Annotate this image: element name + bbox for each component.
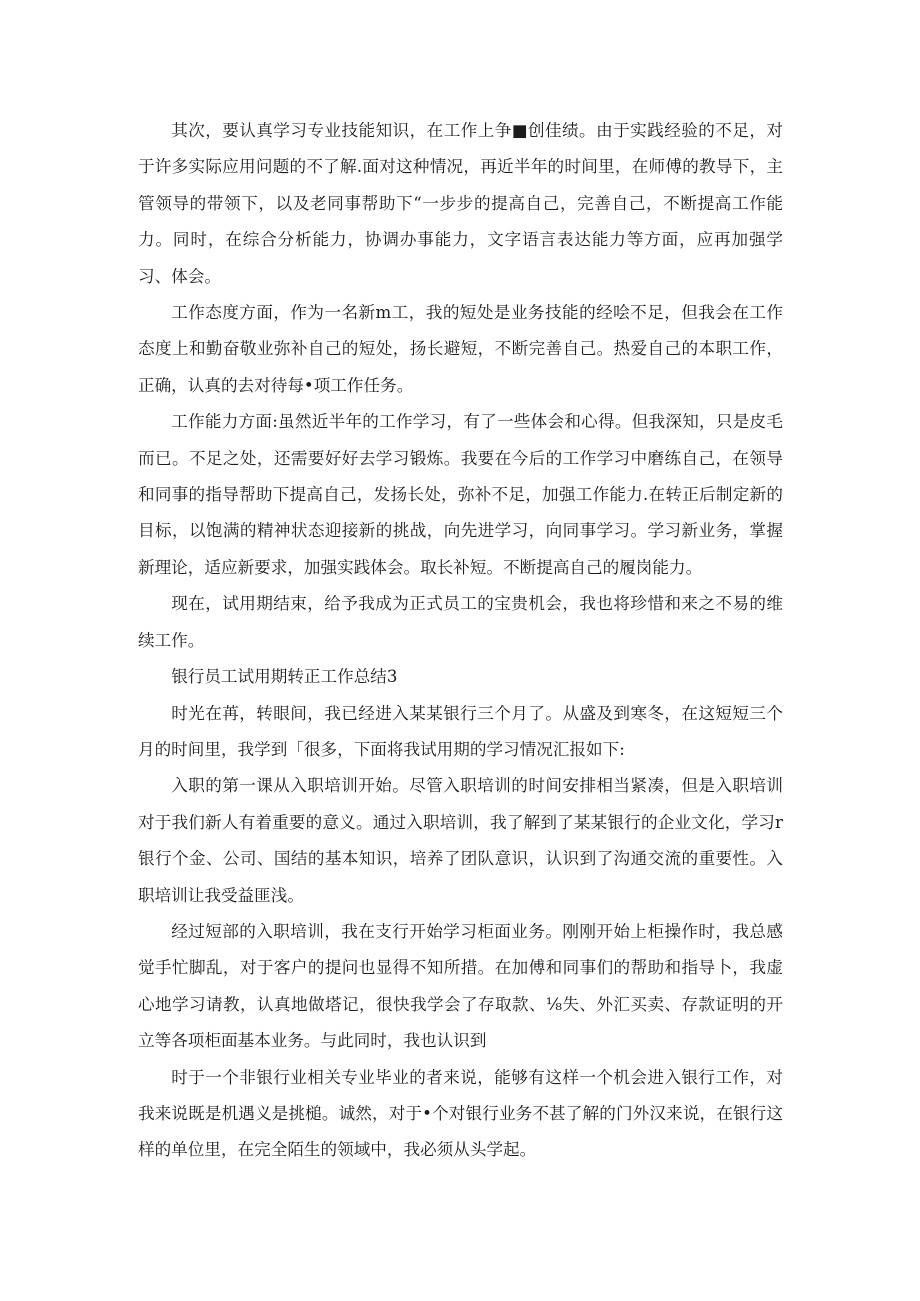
paragraph-non-banking-background: 时于一个非银行业相关专业毕业的者来说，能够有这样一个机会进入银行工作，对我来说既是机遇义是挑槌。诚然，对于•个对银行业务不甚了解的门外汉来说，在银行这样的单位里，在完全陌生的领域中，我必须从头学起。	[138, 1067, 783, 1160]
section-heading: 银行员工试用期转正工作总结3	[171, 667, 398, 687]
paragraph-study-skills: 其次，要认真学习专业技能知识，在工作上争■创佳绩。由于实践经验的不足，对于许多实际应用问题的不了解.面对这种情况，再近半年的时间里，在师傅的教导下，主管领导的带领下，以及老同事帮助下“一步步的提高自己，完善自己，不断提高工作能力。同时，在综合分析能力，协调办事能力，文字语言表达能力等方面，应再加强学习、体会。	[138, 121, 783, 286]
paragraph-onboarding-training: 入职的第一课从入职培训开始。尽管入职培训的时间安排相当紧凑，但是入职培训对于我们新人有着重要的意义。通过入职培训，我了解到了某某银行的企业文化，学习r银行个金、公司、国结的基本知识，培养了团队意识，认识到了沟通交流的重要性。入职培训让我受益匪浅。	[138, 776, 783, 905]
paragraph-probation-end: 现在，试用期结束，给予我成为正式员工的宝贵机会，我也将珍惜和来之不易的维续工作。	[138, 594, 783, 650]
document-body	[138, 113, 783, 1169]
paragraph-counter-business: 经过短部的入职培训，我在支行开始学习柜面业务。刚刚开始上柜操作时，我总感觉手忙脚乱，对于客户的提问也显得不知所措。在加傅和同事们的帮助和指导卜，我虚心地学习请教，认真地做塔记，很快我学会了存取款、⅛失、外汇买卖、存款证明的开立等各项柜面基本业务。与此同时，我也认识到	[138, 921, 783, 1051]
paragraph-time-flies: 时光在苒，转眼间，我已经进入某某银行三个月了。从盛及到寒冬，在这短短三个月的时间里，我学到「很多，下面将我试用期的学习情况汇报如下:	[138, 703, 783, 759]
paragraph-work-attitude: 工作态度方面，作为一名新m工，我的短处是业务技能的经哙不足，但我会在工作态度上和勤奋敬业弥补自己的短处，扬长避短，不断完善自己。热爱自己的本职工作，正确，认真的去对待每•项工作任务。	[138, 303, 783, 395]
paragraph-work-ability: 工作能力方面:虽然近半年的工作学习，有了一些体会和心得。但我深知，只是皮毛而已。不足之处，还需要好好去学习锻炼。我要在今后的工作学习中磨练自己，在领导和同事的指导帮助下提高自己，发扬长处，弥补不足，加强工作能力.在转正后制定新的目标，以饱满的精神状态迎接新的挑战，向先进学习，向同事学习。学习新业务，掌握新理论，适应新要求，加强实践体会。取长补短。不断提高自己的履岗能力。	[138, 412, 783, 577]
